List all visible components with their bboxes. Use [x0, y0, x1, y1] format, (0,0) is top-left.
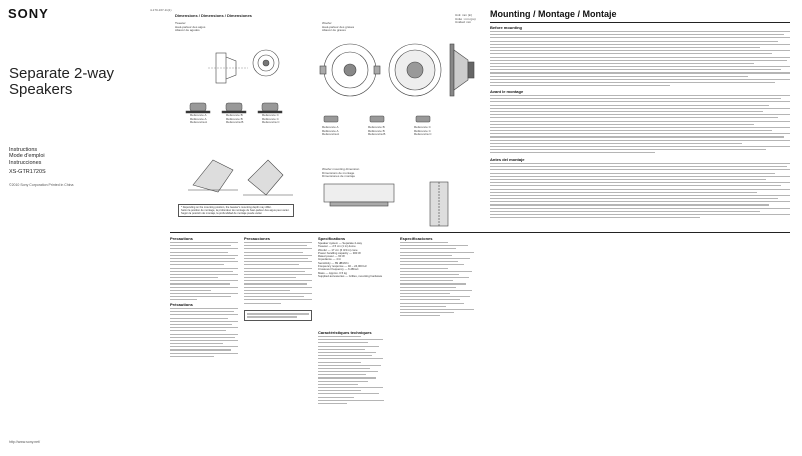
tweeter-caption-en: Tweeter	[175, 21, 186, 25]
unit-en: Unit: mm (in)	[455, 13, 473, 17]
w-ref-c-es: Referencia C	[414, 132, 432, 137]
w-ref-a-fr: Référence A	[322, 128, 339, 133]
mounting-rule	[490, 22, 790, 23]
woofer-ref-a	[322, 126, 339, 137]
unit-caption	[455, 14, 476, 25]
w-ref-b-fr: Référence B	[368, 128, 385, 133]
w-ref-b-en: Reference B	[368, 125, 385, 129]
tweeter-angle-drawings	[178, 140, 298, 200]
spec-label: Mass	[318, 270, 325, 275]
spec-row: Crossover frequency — 6 dB/oct	[318, 267, 359, 272]
woofer-ref-c	[414, 126, 432, 137]
spec-value: 17 cm (6 3/4 in) cone	[331, 247, 358, 252]
spec-value: 6 dB/oct	[348, 267, 359, 272]
w-ref-a-en: Reference A	[322, 125, 339, 129]
spec-value: 2.5 cm (1 in) dome	[332, 244, 356, 249]
woofer-side-view	[450, 44, 474, 96]
spec-label: Frequency response	[318, 264, 344, 269]
tweeter-caption-es: Altavoz de agudos	[175, 28, 200, 33]
instructions-es: Instrucciones	[9, 159, 42, 166]
sony-logo: SONY	[8, 6, 49, 21]
instructions-fr: Mode d'emploi	[9, 153, 45, 160]
precautions-text	[170, 242, 238, 303]
precauciones-heading: Precauciones	[244, 236, 271, 241]
spec-label: Sensitivity	[318, 260, 331, 265]
spec-label: Speaker system	[318, 241, 339, 245]
w-ref-b-es: Referencia B	[368, 132, 386, 137]
spec-label: Power handling capacity	[318, 250, 349, 255]
spec-row: Power handling capacity — 300 W	[318, 250, 361, 255]
ref-b-es: Referencia B	[226, 120, 244, 125]
section-avant-montage: Avant le montage	[490, 89, 524, 94]
product-title	[9, 66, 114, 98]
part-number: 4-170-167-11(1)	[150, 8, 172, 12]
spec-row: Mass — Approx. 0.5 kg	[318, 270, 347, 275]
tweeter-ref-b	[226, 114, 243, 125]
tweeter-side-view	[208, 53, 248, 83]
precauciones-note	[244, 310, 312, 321]
spec-value: Approx. 0.5 kg	[328, 270, 347, 275]
spec-value: Grilles, mounting hardware	[348, 273, 383, 278]
precautions-fr-heading: Précautions	[170, 302, 193, 307]
w-ref-a-es: Referencia A	[322, 132, 340, 137]
caracteristiques-heading: Caractéristiques techniques	[318, 330, 372, 335]
instructions-list	[9, 147, 45, 166]
tweeter-caption	[175, 22, 205, 33]
spec-label: Rated power	[318, 254, 334, 259]
ref-a-en: Reference A	[190, 113, 207, 117]
woofer-caption-fr: Haut-parleur des graves	[322, 24, 355, 29]
precautions-fr-text	[170, 308, 238, 359]
w-ref-c-en: Reference C	[414, 125, 431, 129]
woofer-drawings	[310, 30, 480, 130]
unit-es: Unidad: mm	[455, 20, 472, 25]
woofer-caption-en: Woofer	[322, 21, 332, 25]
ref-b-fr: Référence B	[226, 116, 243, 121]
woofer-caption-es: Altavoz de graves	[322, 28, 346, 33]
spec-label: Crossover frequency	[318, 267, 344, 272]
woofer-sub-en: Woofer mounting dimension	[322, 167, 360, 171]
dimensions-title: Dimensions / Dimensions / Dimensiones	[175, 13, 252, 18]
precauciones-text	[244, 242, 312, 306]
spec-row: Impedance — 4 Ω	[318, 257, 341, 262]
ref-a-es: Referencia A	[190, 120, 208, 125]
spec-value: 300 W	[352, 250, 361, 255]
spec-label: Impedance	[318, 257, 332, 262]
tweeter-ref-c	[262, 114, 280, 125]
woofer-ref-b	[368, 126, 385, 137]
spec-value: 89 dB/W/m	[334, 260, 349, 265]
ref-c-fr: Référence C	[262, 116, 279, 121]
tweeter-ref-a	[190, 114, 207, 125]
spec-value: 4 Ω	[336, 257, 341, 262]
ref-c-en: Reference C	[262, 113, 279, 117]
spec-label: Woofer	[318, 247, 327, 252]
note-es: Según la posición de montaje, la profundidad de montaje puede variar.	[181, 212, 263, 216]
sony-url[interactable]: http://www.sony.net/	[9, 440, 41, 444]
specifications-heading: Specifications	[318, 236, 346, 241]
especificaciones-heading: Especificaciones	[400, 236, 433, 241]
spec-row: Tweeter — 2.5 cm (1 in) dome	[318, 244, 356, 249]
spec-value: 60 W	[338, 254, 345, 259]
spec-row: Rated power — 60 W	[318, 254, 345, 259]
w-ref-c-fr: Référence C	[414, 128, 431, 133]
ref-b-en: Reference B	[226, 113, 243, 117]
unit-fr: Unité : mm (po)	[455, 16, 476, 21]
spec-row: Sensitivity — 89 dB/W/m	[318, 260, 349, 265]
spec-row: Frequency response — 40 – 24,000 Hz	[318, 264, 367, 269]
spec-table	[318, 242, 390, 278]
note-en: * Depending on the mounting position, the tweeter's mounting depth may differ.	[181, 206, 272, 209]
woofer-ref-views	[324, 116, 430, 122]
title-line-1: Separate 2-way	[9, 65, 115, 82]
spec-row: Woofer — 17 cm (6 3/4 in) cone	[318, 247, 358, 252]
especificaciones-text	[400, 242, 480, 319]
tweeter-front-view	[253, 50, 279, 76]
precautions-heading: Precautions	[170, 236, 193, 241]
woofer-sub-caption	[322, 168, 359, 179]
dimension-note	[178, 204, 294, 217]
before-mounting-text	[490, 31, 790, 88]
spec-label: Supplied accessories	[318, 273, 345, 278]
woofer-sub-fr: Dimensions de montage	[322, 170, 355, 175]
woofer-mount-drawings	[320, 180, 460, 230]
antes-montaje-text	[490, 163, 790, 220]
spec-row: Supplied accessories — Grilles, mounting hardware	[318, 273, 383, 278]
spec-row: Speaker system — Separate 2-way	[318, 241, 363, 245]
spec-value: 40 – 24,000 Hz	[347, 264, 367, 269]
instructions-en: Instructions	[9, 147, 38, 153]
ref-c-es: Referencia C	[262, 120, 280, 125]
woofer-grille-view	[320, 44, 380, 96]
woofer-front-view	[389, 44, 441, 96]
tweeter-ref-views	[186, 103, 282, 113]
section-before-mounting: Before mounting	[490, 25, 522, 30]
note-fr: Selon la position de montage, la profondeur de montage du haut-parleur des aigus peut varier.	[181, 209, 290, 213]
avant-montage-text	[490, 95, 790, 156]
caracteristiques-text	[318, 336, 390, 406]
woofer-sub-es: Dimensiones de montaje	[322, 174, 356, 179]
tweeter-caption-fr: Haut-parleur des aigus	[175, 24, 206, 29]
title-line-2: Speakers	[9, 81, 73, 98]
columns-rule	[170, 232, 790, 233]
model-number: XS-GTR1720S	[9, 169, 46, 175]
copyright: ©2010 Sony Corporation Printed in China	[9, 183, 74, 187]
section-antes-montaje: Antes del montaje	[490, 157, 525, 162]
mounting-title: Mounting / Montage / Montaje	[490, 9, 617, 19]
spec-value: Separate 2-way	[342, 241, 363, 245]
ref-a-fr: Référence A	[190, 116, 207, 121]
spec-label: Tweeter	[318, 244, 328, 249]
